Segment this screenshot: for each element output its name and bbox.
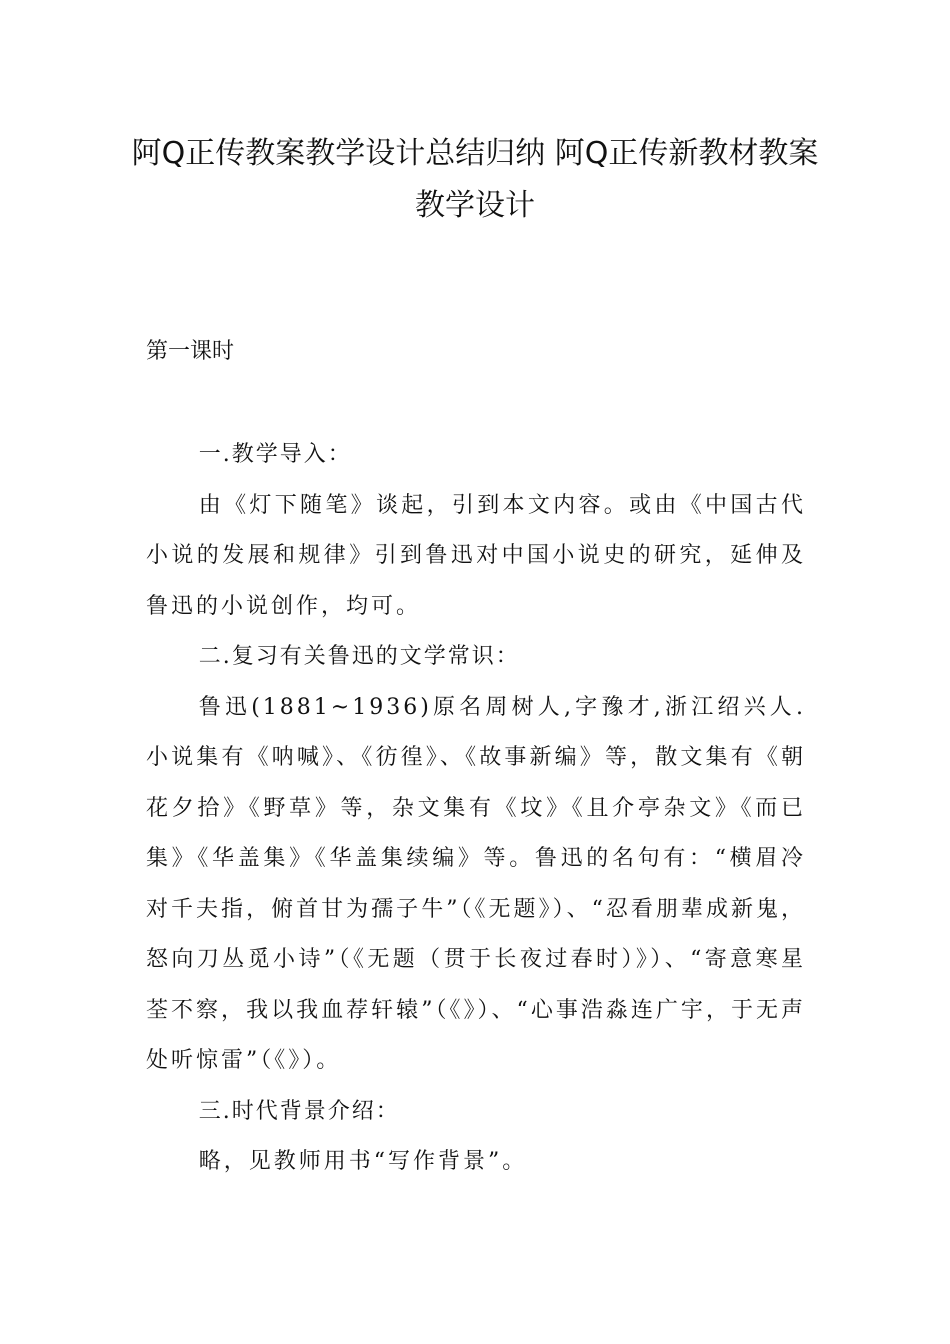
document-body	[146, 430, 806, 1188]
section-heading-intro: 一.教学导入：	[198, 442, 352, 467]
lesson-label: 第一课时	[146, 339, 235, 364]
section-heading-review: 二.复习有关鲁迅的文学常识：	[198, 644, 520, 669]
paragraph-luxun: 鲁迅(1881~1936)原名周树人,字豫才,浙江绍兴人.小说集有《呐喊》、《彷徨》、《故事新编》等，散文集有《朝花夕拾》《野草》等，杂文集有《坟》《且介亭杂文》《而已集》《华盖集》《华盖集续编》等。鲁迅的名句有：“横眉冷对千夫指，俯首甘为孺子牛”（《无题》）、“忍看朋辈成新鬼，怒向刀丛觅小诗”（《无题（贯于长夜过春时）》）、“寄意寒星荃不察，我以我血荐轩辕”（《》）、“心事浩淼连广宇，于无声处听惊雷”（《》）。	[146, 694, 806, 1073]
paragraph-intro: 由《灯下随笔》谈起，引到本文内容。或由《中国古代小说的发展和规律》引到鲁迅对中国小说史的研究，延伸及鲁迅的小说创作，均可。	[146, 492, 806, 619]
section-heading-background: 三.时代背景介绍：	[198, 1098, 400, 1124]
document-title: 阿Q正传教案教学设计总结归纳 阿Q正传新教材教案教学设计	[131, 136, 819, 223]
paragraph-background: 略，见教师用书“写作背景”。	[198, 1149, 528, 1174]
